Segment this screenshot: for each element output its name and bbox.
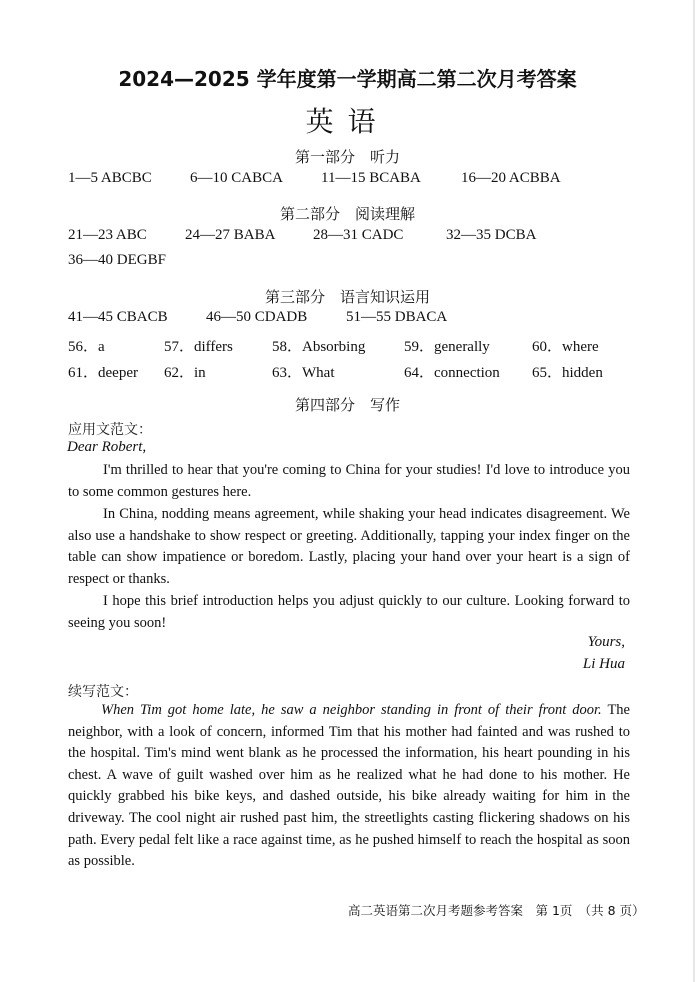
answer-group: 32—35 DCBA (446, 227, 537, 243)
fill-answer: 61．deeper (68, 365, 138, 381)
subject-title: 英语 (305, 105, 390, 138)
letter-paragraph: In China, nodding means agreement, while shaking your head indicates disagreement. We also use a handshake to show respect or greeting. Additionally, tapping your index finger on the table can show impatience or boredom. Lastly, placing your hand over your heart is a sign of respect or thanks. (68, 506, 630, 587)
answer-group: 21—23 ABC (68, 227, 147, 243)
fill-answer: 56．a (68, 339, 105, 355)
letter-paragraph: I hope this brief introduction helps you adjust quickly to our culture. Looking forward to seeing you soon! (68, 593, 630, 631)
continuation-first-sentence: When Tim got home late, he saw a neighbor standing in front of their front door. (101, 702, 602, 718)
page-footer: 高二英语第二次月考题参考答案 第 1页 （共 8 页） (348, 903, 645, 918)
letter-signature: Li Hua (582, 656, 625, 672)
fill-answer: 65．hidden (532, 365, 603, 381)
document-title: 2024—2025 学年度第一学期高二第二次月考答案 (118, 67, 577, 91)
continuation-text (68, 700, 630, 873)
letter-closing: Yours, (587, 634, 625, 650)
letter-salutation: Dear Robert, (67, 439, 147, 455)
fill-answer: 64．connection (404, 365, 500, 381)
answer-group: 46—50 CDADB (206, 309, 308, 325)
letter-paragraph: I'm thrilled to hear that you're coming to China for your studies! I'd love to introduce you to some common gestures here. (68, 462, 630, 500)
answer-group: 36—40 DEGBF (68, 252, 166, 268)
answer-group: 6—10 CABCA (190, 170, 283, 186)
fill-answer: 57．differs (164, 339, 233, 355)
answer-group: 24—27 BABA (185, 227, 276, 243)
fill-answer: 62．in (164, 365, 206, 381)
part4-heading: 第四部分 写作 (294, 396, 400, 414)
fill-answer: 59．generally (404, 339, 490, 355)
fill-answer: 58．Absorbing (272, 339, 366, 355)
continuation-label: 续写范文： (68, 684, 138, 700)
part1-answers (0, 170, 695, 190)
part3-answers-row1 (0, 309, 695, 329)
part3-fill-row2 (0, 361, 695, 381)
fill-answer: 60．where (532, 339, 599, 355)
answer-group: 11—15 BCABA (321, 170, 421, 186)
part1-heading: 第一部分 听力 (294, 148, 400, 166)
answer-group: 1—5 ABCBC (68, 170, 152, 186)
answer-group: 41—45 CBACB (68, 309, 168, 325)
fill-answer: 63．What (272, 365, 335, 381)
part2-answers-row1 (0, 227, 695, 247)
part2-answers-row2 (0, 252, 695, 272)
answer-group: 16—20 ACBBA (461, 170, 561, 186)
continuation-body: The neighbor, with a look of concern, informed Tim that his mother had fainted and was rushed to the hospital. Tim's mind went blank as he processed the information, his heart pounding in his chest. A wave of guilt washed over him as he realized what he had done to his mother. He quickly grabbed his bike keys, and dashed outside, his bike already waiting for him in the driveway. The cool night air rushed past him, the streetlights casting flickering shadows on his path. Every pedal felt like a race against time, as he pushed himself to reach the hospital as soon as possible. (68, 702, 630, 870)
answer-group: 51—55 DBACA (346, 309, 448, 325)
part3-heading: 第三部分 语言知识运用 (264, 288, 430, 306)
part3-fill-row1 (0, 335, 695, 355)
applied-writing-label: 应用文范文： (68, 422, 152, 438)
part2-heading: 第二部分 阅读理解 (279, 205, 415, 223)
answer-group: 28—31 CADC (313, 227, 404, 243)
